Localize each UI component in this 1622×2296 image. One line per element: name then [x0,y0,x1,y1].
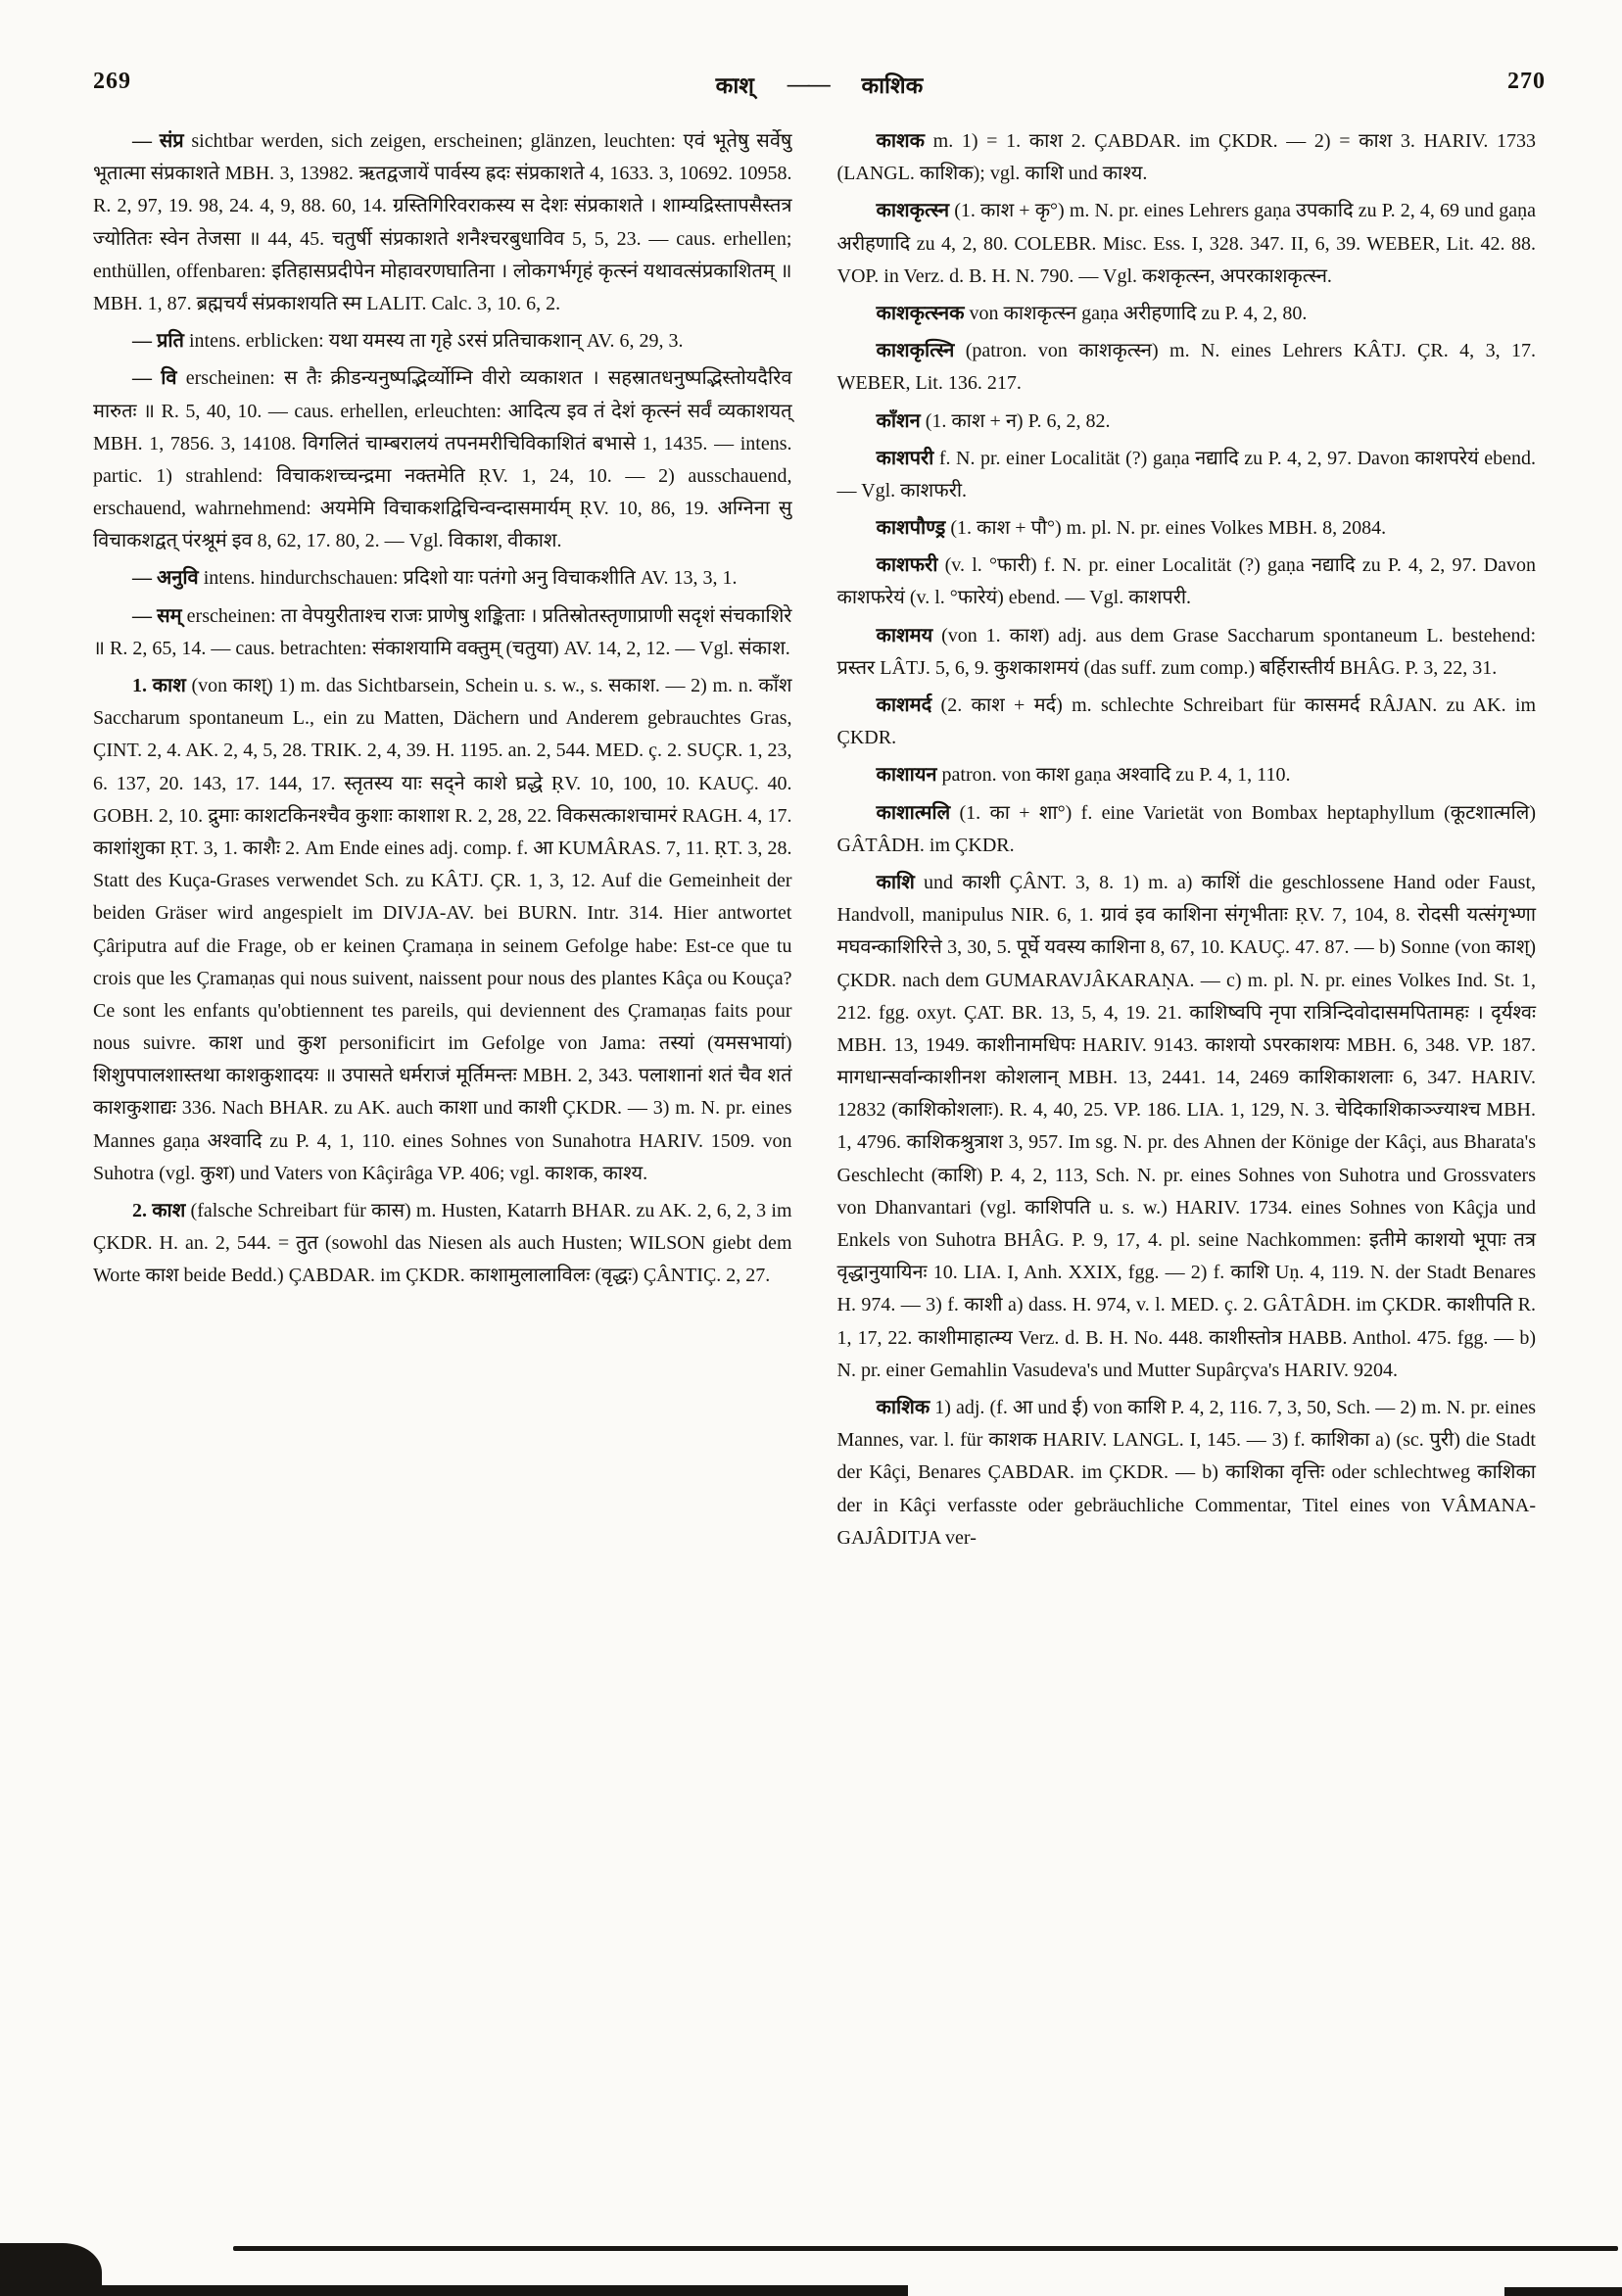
entry-paragraph: काँशन (1. काश + न) P. 6, 2, 82. [876,409,1111,432]
scan-artifact-rule [233,2246,1618,2251]
headword: काशकृत्स्नक [876,302,970,324]
headword: काशक [876,130,933,152]
headword: काशिक [876,1396,935,1418]
scan-artifact-bottom-right [1504,2287,1622,2296]
entry-paragraph: — सम् erscheinen: ता वेपयुरीताश्च राजः प्राणेषु शङ्किताः । प्रतिस्रोतस्तृणाप्राणी सदृशं संचकाशिरे ॥ R. 2, 65, 14. — caus. betrachten: संकाशयामि वक्तुम् (चतुया) AV. 14, 2, 12. — Vgl. संकाश. [93,604,792,659]
headword: काशि [876,871,925,893]
scan-artifact-corner-blob [0,2243,102,2296]
headword: — वि [132,367,186,390]
headword: काशकृत्स्न [876,200,955,222]
entry-paragraph: काशमय (von 1. काश) adj. aus dem Grase Saccharum spontaneum L. bestehend: प्रस्तर LÂTJ. 5, 6, 9. कुशकाशमयं (das suff. zum comp.) बर्हिरास्तीर्य BHÂG. P. 3, 22, 31. [836,624,1536,679]
entry-paragraph: 2. काश (falsche Schreibart für कास) m. Husten, Katarrh BHAR. zu AK. 2, 6, 2, 3 im ÇKDR. H. an. 2, 544. = तुत (sowohl das Niesen als auch Husten; WILSON giebt dem Worte काश beide Bedd.) ÇABDAR. im ÇKDR. काशामुलालाविलः (वृद्धः) ÇÂNTIÇ. 2, 27. [93,1200,792,1287]
scan-artifact-bottom-band [0,2285,908,2296]
page-header [93,69,1546,108]
entry-paragraph: काशात्मलि (1. का + शा°) f. eine Varietät von Bombax heptaphyllum (कूटशात्मलि) GÂTÂDH. im ÇKDR. [836,801,1536,856]
headword: — सम् [132,604,187,627]
entry-paragraph: — संप्र sichtbar werden, sich zeigen, erscheinen; glänzen, leuchten: एवं भूतेषु सर्वेषु भूतात्मा संप्रकाशते MBH. 3, 13982. ऋतद्वजायें पार्वस्य ह्रदः संप्रकाशते 4, 1633. 3, 10692. 10958. R. 2, 97, 19. 98, 24. 4, 9, 88. 60, 14. ग्रस्तिगिरिवराकस्य स देशः संप्रकाशते । शाम्यद्रिस्तापसैस्तत्र ज्योतितः स्वेन तेजसा ॥ 44, 45. चतुर्षी संप्रकाशते शनैश्चरबुधाविव 5, 5, 23. — caus. erhellen; enthüllen, offenbaren: इतिहासप्रदीपेन मोहावरणघातिना । लोकगर्भगृहं कृत्स्नं यथावत्संप्रकाशितम् ॥ MBH. 1, 87. ब्रह्मचर्यं संप्रकाशयति स्म LALIT. Calc. 3, 10. 6, 2. [93,130,792,314]
column-left [93,125,792,2227]
headword: काशमय [876,624,942,646]
headword: काशपरी [876,447,939,469]
running-title-first-word: काश् [715,73,754,98]
headword: — प्रति [132,330,189,353]
entry-paragraph: काशमर्द (2. काश + मर्द) m. schlechte Schreibart für कासमर्द RÂJAN. zu AK. im ÇKDR. [836,694,1536,749]
entry-paragraph: — वि erscheinen: स तैः क्रीडन्यनुष्पद्भिर्व्योम्नि वीरो व्यकाशत । सहस्रातधनुष्पद्भिस्तोयदैरिव मारुतः ॥ R. 5, 40, 10. — caus. erhellen, erleuchten: आदित्य इव तं देशं कृत्स्नं सर्वं व्यकाशयत् MBH. 1, 7856. 3, 14108. विगलितं चाम्बरालयं तपनमरीचिविकाशितं बभासे 1, 1435. — intens. partic. 1) strahlend: विचाकशच्चन्द्रमा नक्तमेति ṚV. 1, 24, 10. — 2) ausschauend, erschauend, wahrnehmend: अयमेमि विचाकशद्विचिन्वन्दासमार्यम् ṚV. 10, 86, 19. अग्निना सु विचाकशद्वत् पंरश्रूमं इव 8, 62, 17. 80, 2. — Vgl. विकाश, वीकाश. [93,367,792,552]
headword: — अनुवि [132,567,204,590]
entry-paragraph: काशपौण्ड्र (1. काश + पौ°) m. pl. N. pr. eines Volkes MBH. 8, 2084. [876,517,1387,540]
headword: काँशन [876,409,926,432]
entry-paragraph: काशि und काशी ÇÂNT. 3, 8. 1) m. a) काशिं die geschlossene Hand oder Faust, Handvoll, manipulus NIR. 6, 1. ग्रावं इव काशिना संगृभीताः ṚV. 7, 104, 8. रोदसी यत्संगृभ्णा मघवन्काशिरित्ते 3, 30, 5. पूर्घे यवस्य काशिना 8, 67, 10. KAUÇ. 47. 87. — b) Sonne (von काश्) ÇKDR. nach dem GUMARAVJÂKARAṆA. — c) m. pl. N. pr. eines Volkes Ind. St. 1, 212. fgg. oxyt. ÇAT. BR. 13, 5, 4, 19. 21. काशिष्वपि नृपा रात्रिन्दिवोदासमपितामहः । दृर्यश्वः MBH. 13, 1949. काशीनामधिपः HARIV. 9143. काशयो ऽपरकाशयः MBH. 6, 348. VP. 187. मागधान्सर्वान्काशीनश कोशलान् MBH. 13, 2441. 14, 2469 काशिकाशलाः 6, 347. HARIV. 12832 (काशिकोशलाः). R. 4, 40, 25. VP. 186. LIA. 1, 129, N. 3. चेदिकाशिकाञ्ज्याश्च MBH. 1, 4796. काशिकश्रुत्राश 3, 957. Im sg. N. pr. des Ahnen der Könige der Kâçi, aus Bharata's Geschlecht (काशि) P. 4, 2, 113, Sch. N. pr. eines Sohnes von Suhotra und Grossvaters von Dhanvantari (vgl. काशिपति u. s. w.) HARIV. 1734. eines Sohnes von Kâçja und Enkels von Suhotra BHÂG. P. 9, 17, 4. pl. seine Nachkommen: इतीमे काशयो भूपाः तत्र वृद्धानुयायिनः 10. LIA. I, Anh. XXIX, fgg. — 2) f. काशि Uṇ. 4, 119. N. der Stadt Benares H. 974. — 3) f. काशी a) dass. H. 974, v. l. MED. ç. 2. GÂTÂDH. im ÇKDR. काशीपति R. 1, 17, 22. काशीमाहात्म्य Verz. d. B. H. No. 448. काशीस्तोत्र HABB. Anthol. 475. fgg. — b) N. pr. einer Gemahlin Vasudeva's und Mutter Supârçva's HARIV. 9204. [836,871,1536,1381]
running-title-last-word: काशिक [861,73,924,98]
page-number-left: 269 [93,69,131,94]
entry-paragraph: 1. काश (von काश्) 1) m. das Sichtbarsein, Schein u. s. w., s. सकाश. — 2) m. n. काँश Saccharum spontaneum L., ein zu Matten, Dächern und Anderem gebrauchtes Gras, ÇINT. 2, 4. AK. 2, 4, 5, 28. TRIK. 2, 4, 39. H. 1195. an. 2, 544. MED. ç. 2. SUÇR. 1, 23, 6. 137, 20. 143, 17. 144, 17. स्तृतस्य याः सद्ने काशे घ्रद्धे ṚV. 10, 100, 10. KAUÇ. 40. GOBH. 2, 10. द्रुमाः काशटकिनश्चैव कुशाः काशाश R. 2, 28, 22. विकसत्काशचामरं RAGH. 4, 17. काशांशुका ṚT. 3, 1. काशैः 2. Am Ende eines adj. comp. f. आ KUMÂRAS. 7, 11. ṚT. 3, 28. Statt des Kuça-Grases verwendet Sch. zu KÂTJ. ÇR. 1, 3, 12. Auf die Gemeinheit der beiden Gräser wird angespielt im DIVJA-AV. bei BURN. Intr. 314. Hier antwortet Çâriputra auf die Frage, ob er keinen Çramaṇa in seinem Gefolge habe: Est-ce que tu crois que les Çramaṇas qui nous suivent, naissent pour nous des plantes Kâça ou Kouça? Ce sont les enfants qu'obtiennent tes pareils, qui deviennent des Çramaṇas faits pour nous suivre. काश und कुश personificirt im Gefolge von Jama: तस्यां (यमसभायां) शिशुपपालशास्तथा काशकुशादयः ॥ उपासते धर्मराजं मूर्तिमन्तः MBH. 2, 343. पलाशानां शतं चैव शतं काशकुशाद्यः 336. Nach BHAR. zu AK. auch काशा und काशी ÇKDR. — 3) m. N. pr. eines Mannes gaṇa अश्वादि zu P. 4, 1, 110. eines Sohnes von Sunahotra HARIV. 1509. von Suhotra (vgl. कुश) und Vaters von Kâçirâga VP. 406; vgl. काशक, काश्य. [93,675,792,1184]
page-number-right: 270 [1507,69,1546,94]
entry-paragraph: काशकृत्स्न (1. काश + कृ°) m. N. pr. eines Lehrers gaṇa उपकादि zu P. 2, 4, 69 und gaṇa अरीहणादि zu 4, 2, 80. COLEBR. Misc. Ess. I, 328. 347. II, 6, 39. WEBER, Lit. 42. 88. VOP. in Verz. d. B. H. N. 790. — Vgl. कशकृत्स्न, अपरकाशकृत्स्न. [836,200,1537,287]
headword: 1. काश [132,675,192,696]
entry-paragraph: काशिक 1) adj. (f. आ und ई) von काशि P. 4, 2, 116. 7, 3, 50, Sch. — 2) m. N. pr. eines Mannes, var. l. für काशक HARIV. LANGL. I, 145. — 3) f. काशिका a) (sc. पुरी) die Stadt der Kâçi, Benares ÇABDAR. im ÇKDR. — b) काशिका वृत्तिः oder schlechtweg काशिका der in Kâçi verfasste oder gebräuchliche Commentar, Titel eines von VÂMANA-GAJÂDITJA ver- [836,1396,1536,1549]
entry-paragraph: काशायन patron. von काश gaṇa अश्वादि zu P. 4, 1, 110. [876,764,1291,787]
headword: काशायन [876,764,942,787]
running-title [93,69,1546,100]
entry-paragraph: काशकृत्स्नक von काशकृत्स्न gaṇa अरीहणादि zu P. 4, 2, 80. [876,302,1308,324]
headword: काशपौण्ड्र [876,517,951,540]
entry-paragraph: काशकृत्स्नि (patron. von काशकृत्स्न) m. N. eines Lehrers KÂTJ. ÇR. 4, 3, 17. WEBER, Lit. 136. 217. [836,340,1536,395]
entry-paragraph: — अनुवि intens. hindurchschauen: प्रदिशो याः पतंगो अनु विचाकशीति AV. 13, 3, 1. [132,567,738,590]
column-right [837,125,1537,2227]
entry-paragraph: काशफरी (v. l. °फारी) f. N. pr. einer Localität (?) gaṇa नद्यादि zu P. 4, 2, 97. Davon काशफरेयं (v. l. °फारेयं) ebend. — Vgl. काशपरी. [836,554,1536,609]
text-columns [93,125,1536,2227]
entry-paragraph: — प्रति intens. erblicken: यथा यमस्य ता गृहे ऽरसं प्रतिचाकशान् AV. 6, 29, 3. [132,330,684,353]
headword: काशात्मलि [876,801,960,824]
title-separator-dash: —— [787,72,829,96]
headword: — संप्र [132,130,192,152]
headword: काशफरी [876,554,945,577]
entry-paragraph: काशक m. 1) = 1. काश 2. ÇABDAR. im ÇKDR. — 2) = काश 3. HARIV. 1733 (LANGL. काशिक); vgl. काशि und काश्य. [836,130,1536,185]
headword: 2. काश [132,1200,191,1221]
headword: काशमर्द [876,694,941,716]
entry-paragraph: काशपरी f. N. pr. einer Localität (?) gaṇa नद्यादि zu P. 4, 2, 97. Davon काशपरेयं ebend. — Vgl. काशफरी. [836,447,1536,502]
headword: काशकृत्स्नि [876,340,966,362]
